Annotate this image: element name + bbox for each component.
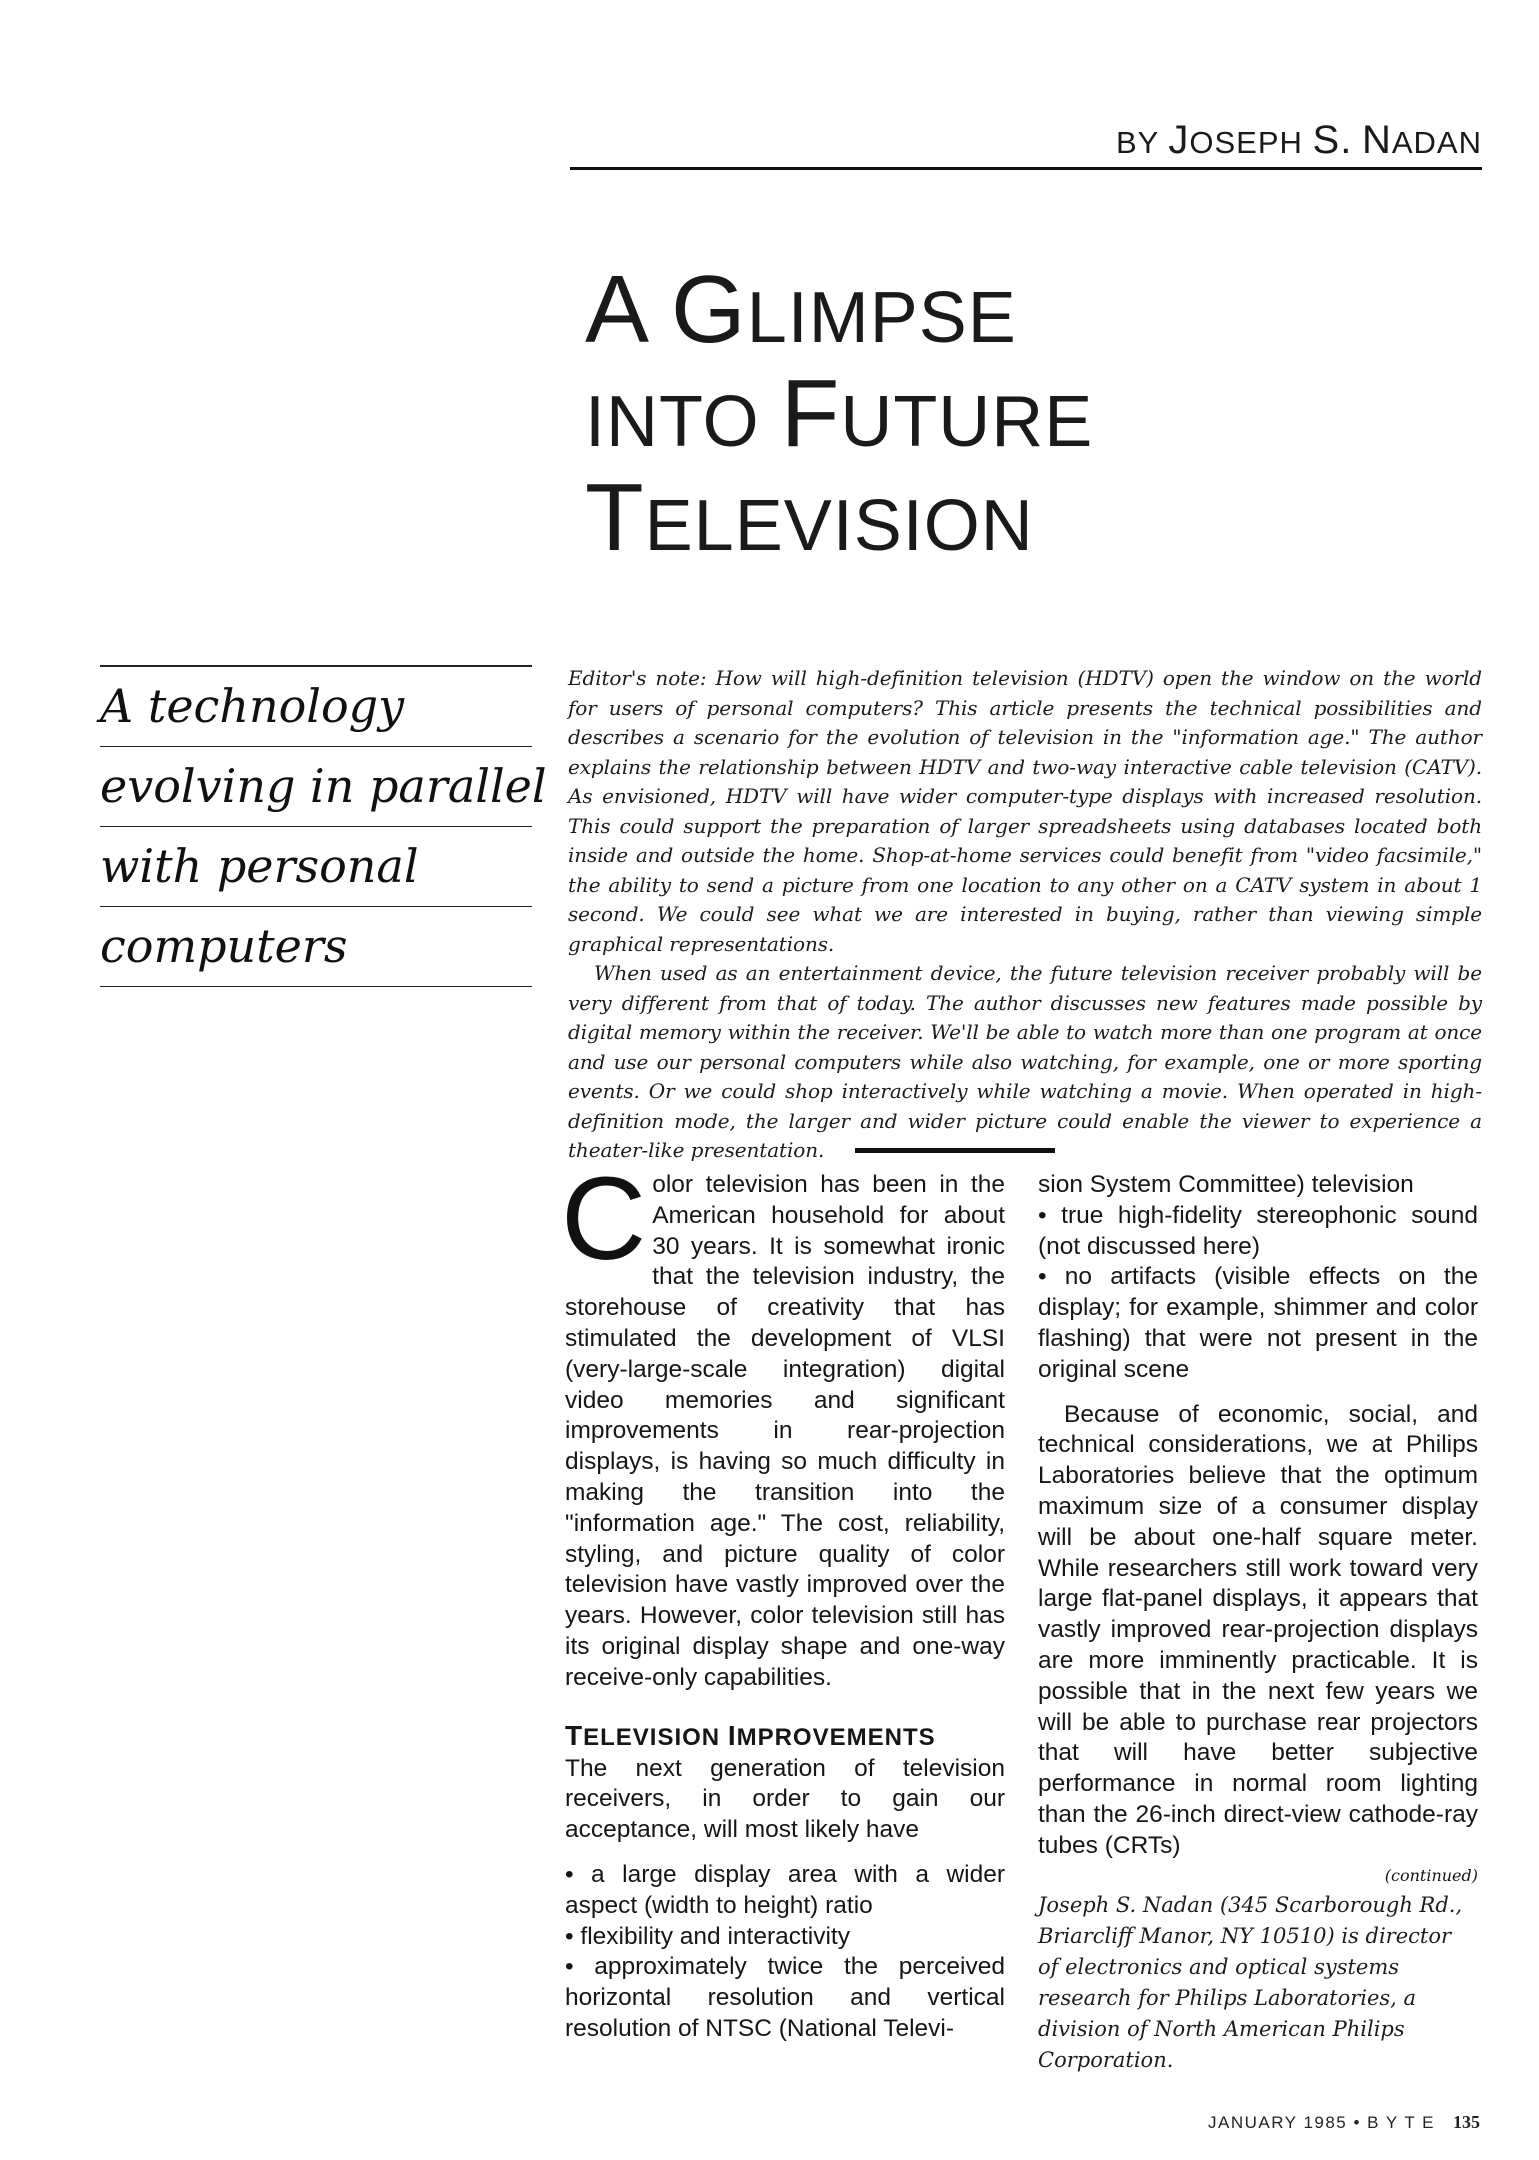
bullet-item: • approximately twice the perceived horizontal resolution and vertical resolution of NTSC (National Televi- bbox=[565, 1953, 1005, 2042]
title-rest-3: ELEVISION bbox=[644, 486, 1034, 566]
title-cap-a: A bbox=[585, 256, 651, 363]
title-line-2 bbox=[585, 360, 1485, 470]
drop-cap: C bbox=[561, 1153, 647, 1285]
deck-line: evolving in parallel bbox=[100, 747, 532, 827]
spacer bbox=[1038, 1386, 1478, 1400]
body-paragraph-2: Because of economic, social, and technical considerations, we at Philips Laboratories believe that the optimum maximum size of a consumer display will be about one-half square meter. While researchers still work toward very large flat-panel displays, it appears that vastly improved rear-projection displays are more imminently practicable. It is possible that in the next few years we will be able to purchase rear projectors that will have better subjective performance in normal room lighting than the 26-inch direct-view cathode-ray tubes (CRTs) bbox=[1038, 1400, 1478, 1859]
intro-paragraph bbox=[561, 1153, 1005, 1694]
continued-label: (continued) bbox=[1384, 1865, 1478, 1885]
intro-text: olor television has been in the American household for about 30 years. It is somewhat ironic that the television industry, the storehouse of creativity that has stimulated the development of VLSI (very-large-scale integration) digital video memories and significant improvements in rear-projection displays, is having so much difficulty in making the transition into the "information age." The cost, reliability, styling, and picture quality of color television have vastly improved over the years. However, color television still has its original display shape and one-way receive-only capabilities. bbox=[565, 1171, 1005, 1691]
page-footer bbox=[1100, 2112, 1480, 2133]
bullet-item-continued: sion System Committee) television bbox=[1038, 1171, 1414, 1198]
byline-prefix: BY bbox=[1115, 125, 1159, 160]
body-column-1 bbox=[561, 1153, 1005, 2045]
byline-first-rest: OSEPH bbox=[1189, 125, 1303, 160]
top-rule bbox=[570, 167, 1482, 170]
editors-note bbox=[568, 664, 1482, 1166]
byline bbox=[570, 118, 1482, 163]
title-cap-f: F bbox=[780, 360, 841, 467]
article-title bbox=[585, 256, 1485, 574]
title-line-1 bbox=[585, 256, 1485, 366]
deck-line: with personal bbox=[100, 827, 532, 907]
author-bio: Joseph S. Nadan (345 Scarborough Rd., Briarcliff Manor, NY 10510) is director of electronics and optical systems research for Philips Laboratories, a division of North American Philips Corporation. bbox=[1038, 1892, 1463, 2072]
bullet-item: • a large display area with a wider aspect (width to height) ratio bbox=[565, 1860, 1005, 1919]
footer-issue: JANUARY 1985 • B Y T E bbox=[1207, 2113, 1435, 2132]
title-rest-2: UTURE bbox=[840, 382, 1094, 462]
heading-cap-t: T bbox=[565, 1719, 584, 1751]
byline-last-rest: ADAN bbox=[1391, 125, 1482, 160]
section-heading bbox=[565, 1720, 1005, 1754]
deck bbox=[100, 665, 547, 987]
byline-initial: S. bbox=[1312, 118, 1353, 162]
bullet-item: • no artifacts (visible effects on the display; for example, shimmer and color flashing) that were not present in the original scene bbox=[1038, 1263, 1478, 1383]
title-cap-t: T bbox=[585, 464, 645, 571]
bullet-list bbox=[565, 1860, 1005, 2045]
title-pre-2: INTO bbox=[585, 382, 781, 462]
section-divider bbox=[855, 1148, 1055, 1153]
byline-first-cap: J bbox=[1168, 118, 1190, 162]
deck-line: A technology bbox=[100, 667, 532, 747]
editors-note-p1: Editor's note: How will high-definition television (HDTV) open the window on the world for users of personal computers? This article presents the technical possibilities and describes a scenario for the evolution of television in the "information age." The author explains the relationship between HDTV and two-way interactive cable television (CATV). As envisioned, HDTV will have wider computer-type displays with increased resolution. This could support the preparation of larger spreadsheets using databases located both inside and outside the home. Shop-at-home services could benefit from "video facsimile," the ability to send a picture from one location to any other on a CATV system in about 1 second. We could see what we are interested in buying, rather than viewing simple graphical representations. bbox=[568, 666, 1482, 956]
heading-rest-1: ELEVISION bbox=[583, 1723, 728, 1751]
title-cap-g: G bbox=[671, 256, 747, 363]
heading-cap-i: I bbox=[727, 1719, 737, 1751]
bullet-item: • flexibility and interactivity bbox=[565, 1922, 850, 1950]
heading-rest-2: MPROVEMENTS bbox=[736, 1723, 936, 1751]
title-line-3 bbox=[585, 464, 1485, 574]
title-rest-1: LIMPSE bbox=[746, 278, 1017, 358]
editors-note-p2: When used as an entertainment device, the future television receiver probably will be very different from that of today. The author discusses new features made possible by digital memory within the receiver. We'll be able to watch more than one program at once and use our personal computers while also watching, for example, one or more sporting events. Or we could shop interactively while watching a movie. When operated in high-definition mode, the larger and wider picture could enable the viewer to experience a theater-like presentation. bbox=[568, 961, 1482, 1162]
deck-line: computers bbox=[100, 907, 532, 987]
bullet-item: • true high-fidelity stereophonic sound (not discussed here) bbox=[1038, 1201, 1478, 1260]
byline-last-cap: N bbox=[1361, 118, 1392, 162]
section-paragraph: The next generation of television receivers, in order to gain our acceptance, will most likely have bbox=[565, 1754, 1005, 1844]
page-number: 135 bbox=[1453, 2112, 1480, 2132]
body-column-2 bbox=[1038, 1170, 1478, 2076]
